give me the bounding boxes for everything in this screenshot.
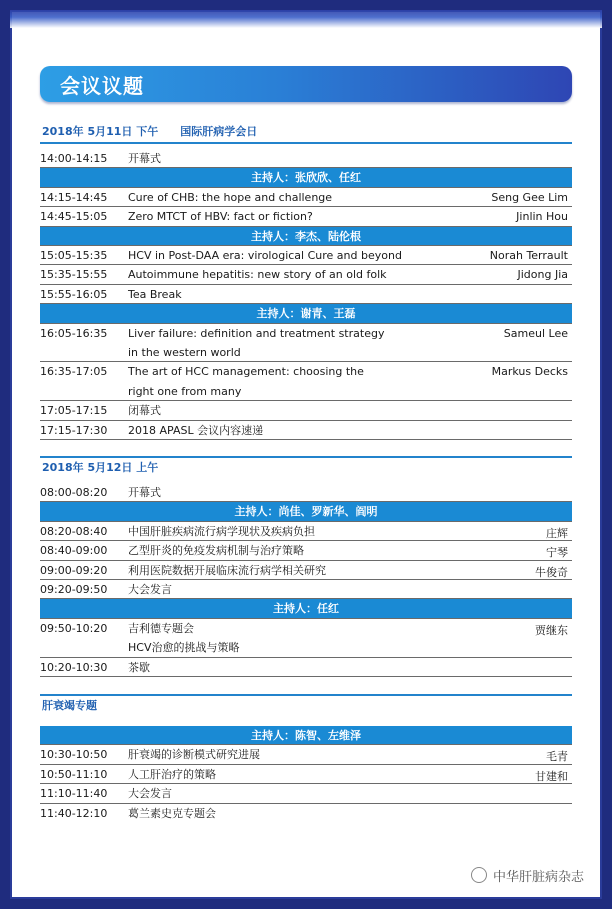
agenda-row xyxy=(40,265,572,284)
agenda-row xyxy=(40,285,572,304)
topic-line: Liver failure: definition and treatment strategy xyxy=(128,326,385,340)
page-title: 会议议题 xyxy=(60,74,144,98)
topic: 茶歇 xyxy=(128,660,150,674)
agenda-row xyxy=(40,619,572,658)
topic xyxy=(128,619,468,658)
speaker: Markus Decks xyxy=(491,365,568,379)
time: 08:40-09:00 xyxy=(40,544,108,558)
time: 10:20-10:30 xyxy=(40,660,108,674)
session-date xyxy=(40,122,572,142)
topic: 人工肝治疗的策略 xyxy=(128,767,216,781)
divider xyxy=(40,142,572,144)
time: 09:20-09:50 xyxy=(40,582,108,596)
agenda-row xyxy=(40,765,572,784)
topic-line: in the western world xyxy=(128,345,241,359)
agenda-row xyxy=(40,421,572,440)
speaker: 宁琴 xyxy=(546,546,568,560)
speaker: Norah Terrault xyxy=(489,248,568,262)
session-liver-failure xyxy=(40,694,572,823)
speaker: 甘建和 xyxy=(535,769,568,783)
topic: 大会发言 xyxy=(128,787,172,801)
topic: Autoimmune hepatitis: new story of an old folk xyxy=(128,268,387,282)
topic: 2018 APASL 会议内容速递 xyxy=(128,423,264,437)
topic: 中国肝脏疾病流行病学现状及疾病负担 xyxy=(128,524,315,538)
time: 15:55-16:05 xyxy=(40,287,108,301)
chair-bar: 主持人：谢青、王磊 xyxy=(40,304,572,323)
wechat-icon xyxy=(471,867,487,883)
agenda-row xyxy=(40,541,572,560)
time: 10:50-11:10 xyxy=(40,767,108,781)
time: 14:45-15:05 xyxy=(40,210,108,224)
topic: 大会发言 xyxy=(128,582,172,596)
agenda-row xyxy=(40,324,572,363)
topic: Zero MTCT of HBV: fact or fiction? xyxy=(128,210,313,224)
time: 08:00-08:20 xyxy=(40,486,108,499)
time: 14:15-14:45 xyxy=(40,190,108,204)
agenda-row xyxy=(40,401,572,420)
speaker: Sameul Lee xyxy=(503,326,568,340)
time: 14:00-14:15 xyxy=(40,152,108,165)
time: 17:05-17:15 xyxy=(40,404,108,418)
speaker: Seng Gee Lim xyxy=(491,190,568,204)
topic: 肝衰竭的诊断模式研究进展 xyxy=(128,748,260,762)
speaker: 庄辉 xyxy=(546,526,568,540)
journal-name: 中华肝脏病杂志 xyxy=(492,870,584,885)
time: 16:05-16:35 xyxy=(40,326,108,340)
topic-line: right one from many xyxy=(128,384,242,398)
topic: Tea Break xyxy=(128,287,182,301)
chair-bar: 主持人：张欣欣、任红 xyxy=(40,168,572,187)
topic: 闭幕式 xyxy=(128,404,161,418)
speaker: 牛俊奇 xyxy=(535,565,568,579)
agenda-row xyxy=(40,745,572,764)
session-date: 肝衰竭专题 xyxy=(42,699,97,712)
speaker: Jidong Jia xyxy=(517,268,568,282)
time: 15:05-15:35 xyxy=(40,248,108,262)
chair-bar: 主持人：陈智、左维泽 xyxy=(40,726,572,745)
time: 15:35-15:55 xyxy=(40,268,108,282)
time: 08:20-08:40 xyxy=(40,524,108,538)
agenda-row xyxy=(40,188,572,207)
agenda-row xyxy=(40,784,572,803)
speaker: Jinlin Hou xyxy=(516,210,568,224)
agenda-row xyxy=(40,362,572,401)
speaker: 毛青 xyxy=(546,750,568,764)
agenda-row xyxy=(40,561,572,580)
agenda-row xyxy=(40,522,572,541)
topic-line: 吉利德专题会 xyxy=(128,621,194,635)
time: 09:50-10:20 xyxy=(40,621,108,635)
agenda-row xyxy=(40,483,572,502)
topic: HCV in Post-DAA era: virological Cure and beyond xyxy=(128,248,402,262)
time: 16:35-17:05 xyxy=(40,365,108,379)
time: 10:30-10:50 xyxy=(40,748,108,762)
venue-text: 国际肝病学会日 xyxy=(180,125,258,138)
agenda-row xyxy=(40,246,572,265)
topic: 利用医院数据开展临床流行病学相关研究 xyxy=(128,563,326,577)
agenda-row xyxy=(40,804,572,823)
agenda-header xyxy=(40,66,572,102)
topic: 葛兰素史克专题会 xyxy=(128,806,216,820)
agenda-row xyxy=(40,658,572,677)
journal-watermark xyxy=(471,866,584,885)
agenda-page xyxy=(10,10,602,899)
time: 17:15-17:30 xyxy=(40,423,108,437)
date-text: 2018年 5月11日 下午 xyxy=(42,125,159,138)
topic xyxy=(128,362,468,401)
agenda-row xyxy=(40,580,572,599)
topic xyxy=(128,324,468,363)
agenda-row xyxy=(40,149,572,168)
chair-bar: 主持人：任红 xyxy=(40,599,572,618)
session-day2 xyxy=(40,456,572,677)
topic: Cure of CHB: the hope and challenge xyxy=(128,190,333,204)
session-day1 xyxy=(40,122,572,440)
topic-line: The art of HCC management: choosing the xyxy=(128,365,364,379)
topic: 乙型肝炎的免疫发病机制与治疗策略 xyxy=(128,544,304,558)
topic-line: HCV治愈的挑战与策略 xyxy=(128,641,240,655)
session-date: 2018年 5月12日 上午 xyxy=(42,461,159,474)
time: 11:40-12:10 xyxy=(40,806,108,820)
time: 09:00-09:20 xyxy=(40,563,108,577)
chair-bar: 主持人：李杰、陆伦根 xyxy=(40,227,572,246)
agenda-row xyxy=(40,207,572,226)
topic: 开幕式 xyxy=(128,486,161,499)
topic: 开幕式 xyxy=(128,152,161,165)
chair-bar: 主持人：尚佳、罗新华、阎明 xyxy=(40,502,572,521)
time: 11:10-11:40 xyxy=(40,787,108,801)
speaker: 贾继东 xyxy=(535,623,568,637)
